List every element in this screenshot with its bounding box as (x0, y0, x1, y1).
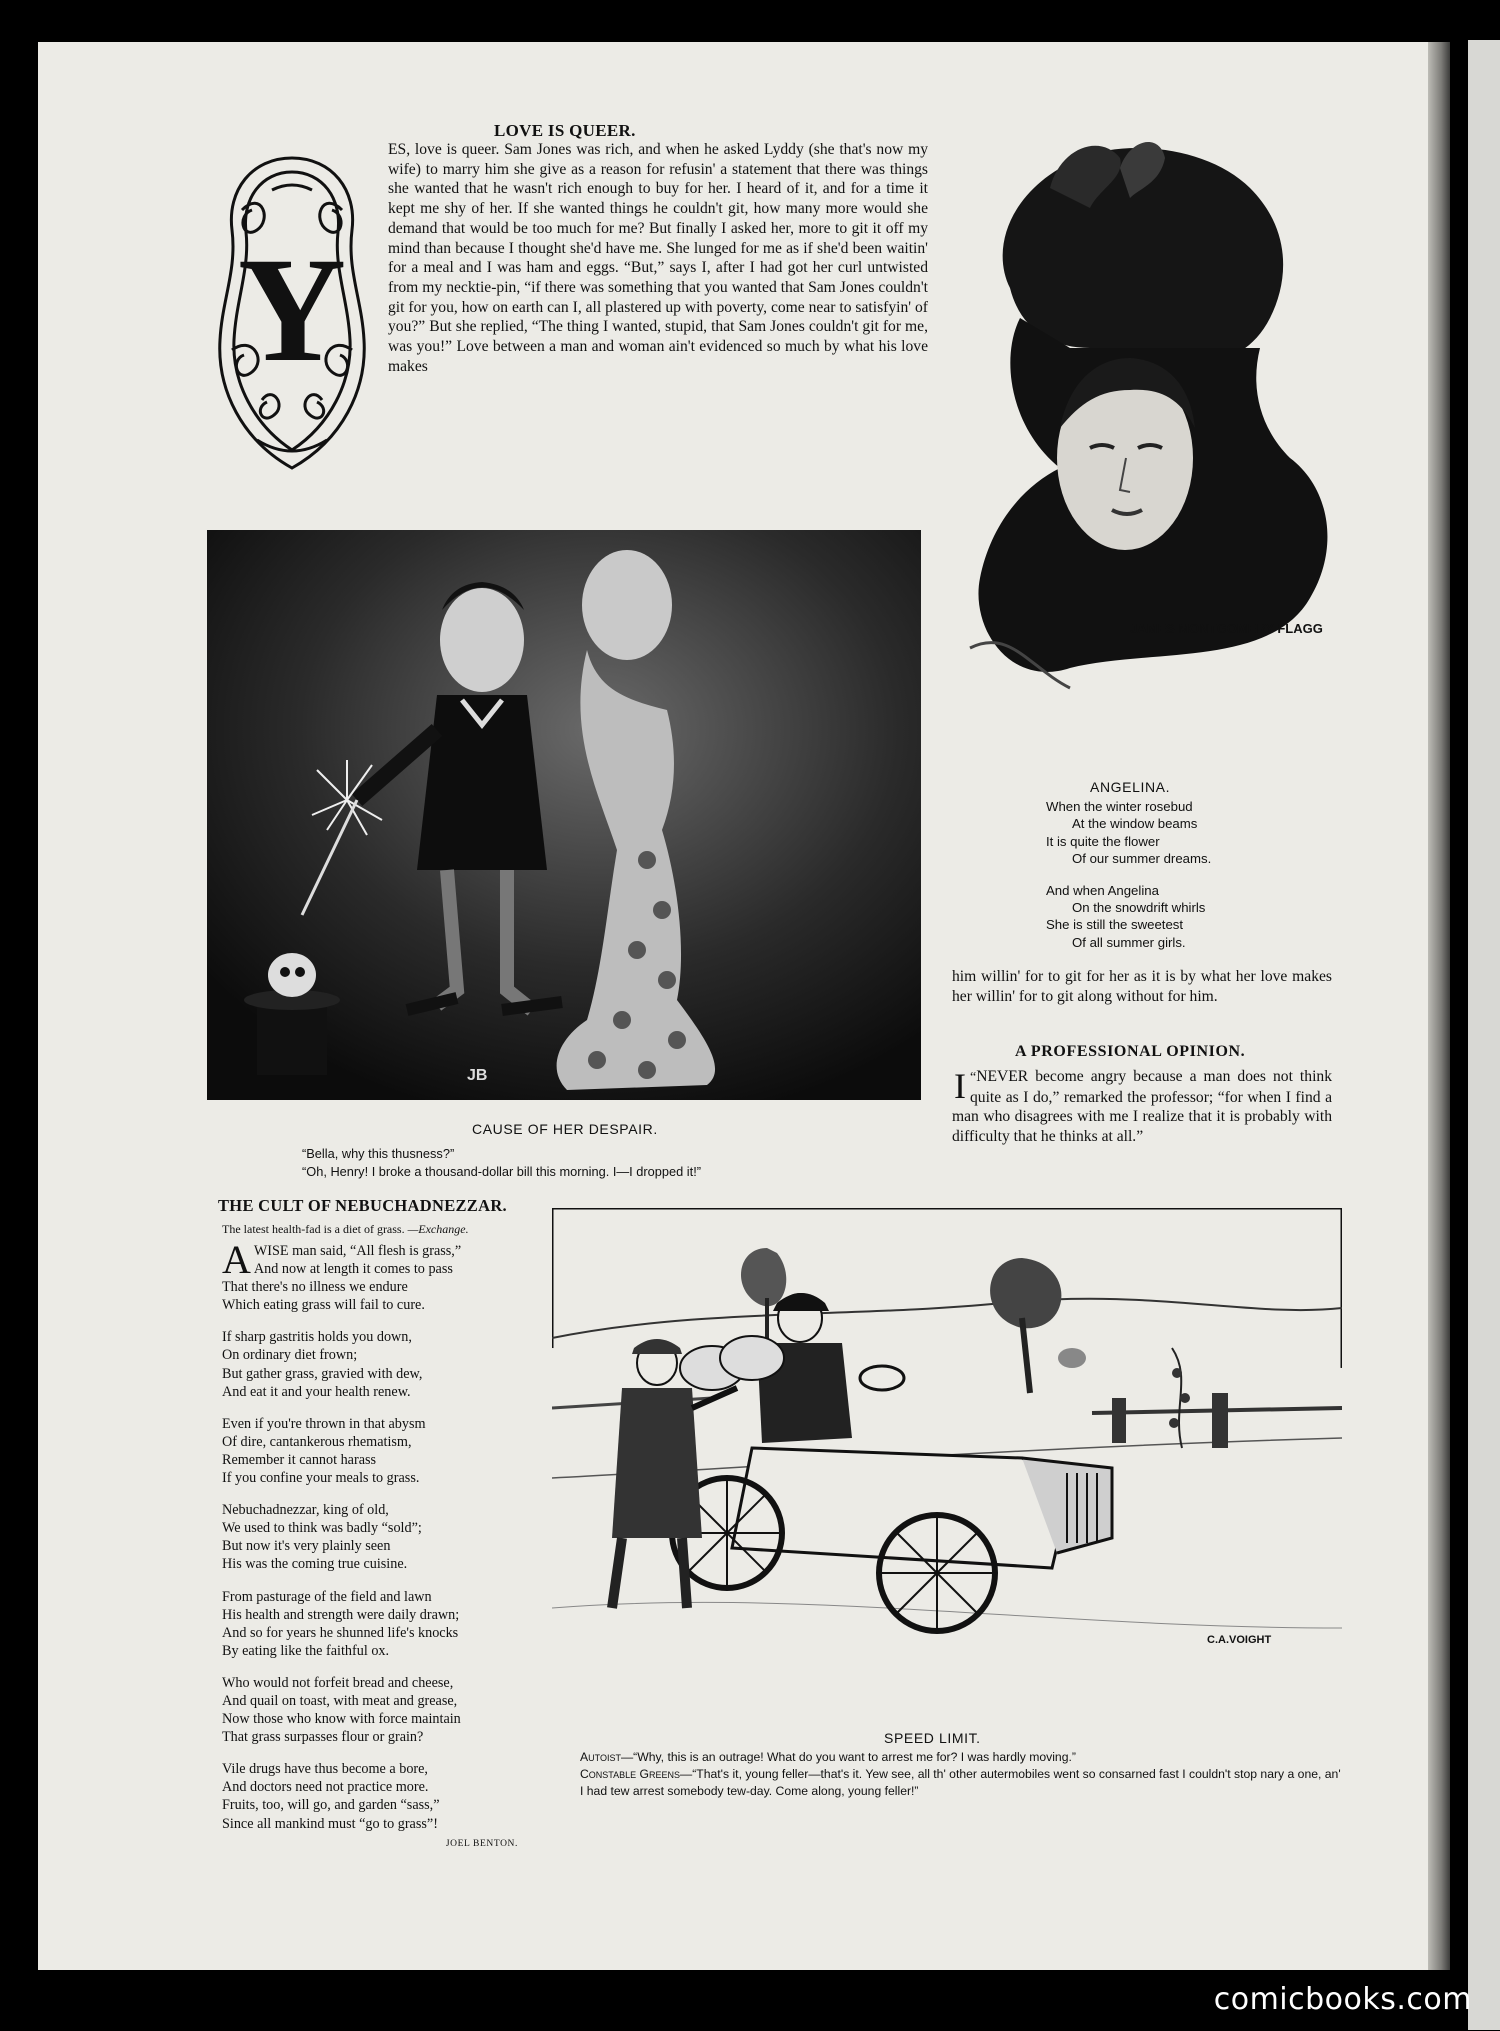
poem-line: Of dire, cantankerous rhematism, (222, 1433, 412, 1450)
ornamental-drop-cap-image (212, 150, 372, 475)
next-page-edge (1458, 40, 1500, 2030)
poem-line: Which eating grass will fail to cure. (222, 1297, 425, 1314)
speed-limit-signature: C.A.VOIGHT (1207, 1634, 1272, 1646)
poem-line: Now those who know with force maintain (222, 1711, 461, 1728)
poem-line: His health and strength were daily drawn; (222, 1606, 460, 1623)
autoist-line: Autoist—“Why, this is an outrage! What do you want to arrest me for? I was hardly moving.” (580, 1750, 1076, 1764)
cult-epigraph: The latest health-fad is a diet of grass. —Exchange. (222, 1222, 469, 1236)
poem-line: And so for years he shunned life's knocks (222, 1624, 459, 1641)
drop-letter-a: A (222, 1237, 251, 1282)
poem-line: If sharp gastritis holds you down, (222, 1329, 412, 1346)
page-spine (1428, 42, 1450, 1970)
poem-line: And now at length it comes to pass (253, 1261, 453, 1278)
angelina-poem (1046, 798, 1211, 965)
poem-line: Who would not forfeit bread and cheese, (222, 1674, 454, 1691)
opening-quote: “ (970, 1070, 977, 1085)
love-is-queer-body: ES, love is queer. Sam Jones was rich, and when he asked Lyddy (she that's now my wife) to marry him she give as a reason for refusin' a statement that there was things she wanted that he wasn't rich enough to buy for her. I heard of it, and for a time it kept me shy of her. If she wanted things he couldn't git, how many more would she demand that would be too much for me? But finally I asked her, more to git it off my mind than because I thought she'd have me. She lunged for me as if she'd been waitin' for a meal and I was ham and eggs. “But,” says I, after I had got her curl untwisted from my necktie-pin, “if there was something that you wanted that Sam Jones couldn't git for you, how on earth can I, all plastered up with poverty, come near to satisfyin' of you?” But she replied, “The thing I wanted, stupid, that Sam Jones couldn't git for me, was you!” Love between a man and woman ain't evidenced so much by what his love makes (388, 141, 928, 375)
professional-opinion-title: A PROFESSIONAL OPINION. (1015, 1043, 1246, 1060)
poem-line: Of our summer dreams. (1072, 851, 1212, 867)
poem-line: When the winter rosebud (1046, 799, 1193, 814)
cult-author: JOEL BENTON. (445, 1838, 518, 1849)
drop-cap-y: Y (237, 227, 347, 393)
professional-opinion-body: “ I NEVER become angry because a man does not think quite as I do,” remarked the professor; “for when I find a man who disagrees with me I realize that it is probably with difficulty that he thinks at all.” (952, 1066, 1332, 1146)
poem-line: Since all mankind must “go to grass”! (222, 1815, 438, 1832)
poem-line: If you confine your meals to grass. (222, 1470, 420, 1487)
poem-line: At the window beams (1072, 816, 1198, 832)
poem-line: On the snowdrift whirls (1072, 900, 1206, 916)
poem-line: It is quite the flower (1046, 833, 1160, 849)
despair-dialogue (302, 1145, 701, 1181)
poem-line: Vile drugs have thus become a bore, (222, 1761, 428, 1778)
speed-limit-dialogue (553, 1749, 1343, 1799)
poem-line: And eat it and your health renew. (222, 1383, 411, 1400)
poem-line: WISE man said, “All flesh is grass,” (253, 1243, 462, 1259)
angelina-stanza (1046, 798, 1211, 868)
cult-stanza (222, 1501, 542, 1573)
poem-line: That grass surpasses flour or grain? (222, 1729, 424, 1746)
poem-line: From pasturage of the field and lawn (222, 1588, 432, 1605)
despair-signature: JB (467, 1067, 488, 1084)
poem-line: We used to think was badly “sold”; (222, 1520, 422, 1537)
epigraph-source: —Exchange. (407, 1222, 469, 1236)
poem-line: His was the coming true cuisine. (222, 1556, 408, 1573)
poem-line: And quail on toast, with meat and grease, (222, 1692, 458, 1709)
angelina-illustration (950, 128, 1350, 708)
poem-line: But now it's very plainly seen (222, 1538, 391, 1555)
poem-line: Even if you're thrown in that abysm (222, 1415, 426, 1432)
poem-line: On ordinary diet frown; (222, 1347, 358, 1364)
despair-caption: CAUSE OF HER DESPAIR. (472, 1121, 658, 1137)
angelina-title: ANGELINA. (1090, 779, 1171, 795)
poem-line: And doctors need not practice more. (222, 1779, 429, 1796)
poem-line: She is still the sweetest (1046, 917, 1184, 933)
poem-line: Remember it cannot harass (222, 1451, 377, 1468)
angelina-stanza (1046, 882, 1211, 952)
poem-line: Of all summer girls. (1072, 934, 1186, 950)
poem-line: And when Angelina (1046, 882, 1159, 898)
speed-limit-caption: SPEED LIMIT. (884, 1730, 981, 1746)
cult-title: THE CULT OF NEBUCHADNEZZAR. (218, 1196, 507, 1215)
poem-line: But gather grass, gravied with dew, (222, 1365, 423, 1382)
drop-letter-i: I (954, 1066, 966, 1106)
cult-stanza (222, 1237, 542, 1314)
cause-of-her-despair-illustration (207, 530, 921, 1100)
angelina-signature: JAMES MONTGOMERY FLAGG (1130, 621, 1323, 636)
poem-line: That there's no illness we endure (222, 1279, 408, 1296)
love-is-queer-title: LOVE IS QUEER. (494, 121, 636, 140)
cult-stanza (222, 1674, 542, 1746)
poem-line: Nebuchadnezzar, king of old, (222, 1502, 389, 1519)
poem-line: Fruits, too, will go, and garden “sass,” (222, 1797, 440, 1814)
dialogue-line: “Oh, Henry! I broke a thousand-dollar bill this morning. I—I dropped it!” (302, 1164, 702, 1179)
cult-stanza (222, 1760, 542, 1832)
speaker-autoist: Autoist (580, 1750, 621, 1764)
constable-line: Constable Greens—“That's it, young feller—that's it. Yew see, all th' other autermobiles went so consarned fast I couldn't stop nary a one, an' I had tew arrest somebody tew-day. Come along, young feller!” (580, 1766, 1341, 1798)
cult-stanza (222, 1588, 542, 1660)
speed-limit-illustration (552, 1208, 1342, 1728)
love-is-queer-continuation: him willin' for to git for her as it is by what her love makes her willin' for to git along without for him. (952, 968, 1332, 1005)
cult-stanza (222, 1328, 542, 1400)
cult-poem (222, 1237, 542, 1853)
cult-stanza (222, 1415, 542, 1487)
dialogue-line: “Bella, why this thusness?” (302, 1146, 455, 1161)
site-watermark: comicbooks.com (1213, 1982, 1472, 2017)
poem-line: By eating like the faithful ox. (222, 1642, 390, 1659)
speaker-constable: Constable Greens (580, 1766, 681, 1781)
